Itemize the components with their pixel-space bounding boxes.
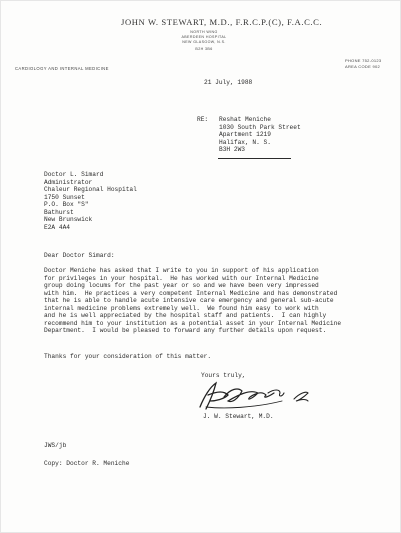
re-line: Reshat Meniche <box>219 116 271 123</box>
recipient-line: New Brunswick <box>44 216 93 223</box>
letter-date: 21 July, 1988 <box>204 79 253 86</box>
recipient-line: E2A 4A4 <box>44 223 70 231</box>
re-line: 1030 South Park Street <box>219 123 301 131</box>
re-label: RE: <box>197 116 209 123</box>
letterhead-address-line: NORTH WING <box>190 30 218 34</box>
body-line: and he is well appreciated by the hospital staff and patients. I can highly <box>44 312 327 319</box>
body-line: internal medicine problems extremely well. We found him easy to work with <box>44 304 319 312</box>
letterhead-specialty: CARDIOLOGY AND INTERNAL MEDICINE <box>15 66 109 71</box>
recipient-line: Administrator <box>44 178 93 186</box>
letterhead-phone: PHONE 752-0123 <box>345 58 382 63</box>
re-block <box>219 116 301 154</box>
body-line: Doctor Meniche has asked that I write to you in support of his application <box>44 267 319 274</box>
salutation: Dear Doctor Simard: <box>44 252 115 259</box>
handwritten-signature <box>194 379 312 413</box>
letter-body <box>44 267 341 335</box>
recipient-address <box>44 171 137 231</box>
body-line: with him. He practices a very competent Internal Medicine and has demonstrated <box>44 289 338 297</box>
body-line: group doing locums for the past year or so and we have been very impressed <box>44 282 319 289</box>
re-line: Apartment 1219 <box>219 131 271 138</box>
re-line: B3H 2W3 <box>219 146 245 153</box>
body-line: Department. I would be pleased to forward any further details upon request. <box>44 327 327 334</box>
thanks-line: Thanks for your consideration of this matter. <box>44 353 212 360</box>
signature-name: J. W. Stewart, M.D. <box>203 413 274 420</box>
re-line: Halifax, N. S. <box>219 138 271 146</box>
recipient-line: P.O. Box "S" <box>44 201 89 208</box>
letterhead-address-line: ABERDEEN HOSPITAL <box>181 35 227 39</box>
copy-line: Copy: Doctor R. Meniche <box>44 460 130 467</box>
closing: Yours truly, <box>201 372 246 379</box>
recipient-line: Bathurst <box>44 208 74 216</box>
recipient-line: 1750 Sunset <box>44 193 85 201</box>
re-underline <box>218 158 291 159</box>
letterhead-area-code: AREA CODE 902 <box>345 64 381 69</box>
typist-initials: JWS/jb <box>44 442 67 449</box>
recipient-line: Chaleur Regional Hospital <box>44 186 137 193</box>
recipient-line: Doctor L. Simard <box>44 171 104 178</box>
body-line: for privileges in your hospital. He has worked with our Internal Medicine <box>44 274 319 282</box>
body-line: that he is able to handle acute intensive care emergency and general sub-acute <box>44 297 334 304</box>
body-line: recommend him to your institution as a potential asset in your Internal Medicine <box>44 319 342 327</box>
letterhead-address-line: NEW GLASGOW, N.S. <box>182 40 226 44</box>
letterhead-postal-code: B2H 3B6 <box>195 47 213 51</box>
letterhead-name: JOHN W. STEWART, M.D., F.R.C.P.(C), F.A.C.C. <box>121 17 323 27</box>
